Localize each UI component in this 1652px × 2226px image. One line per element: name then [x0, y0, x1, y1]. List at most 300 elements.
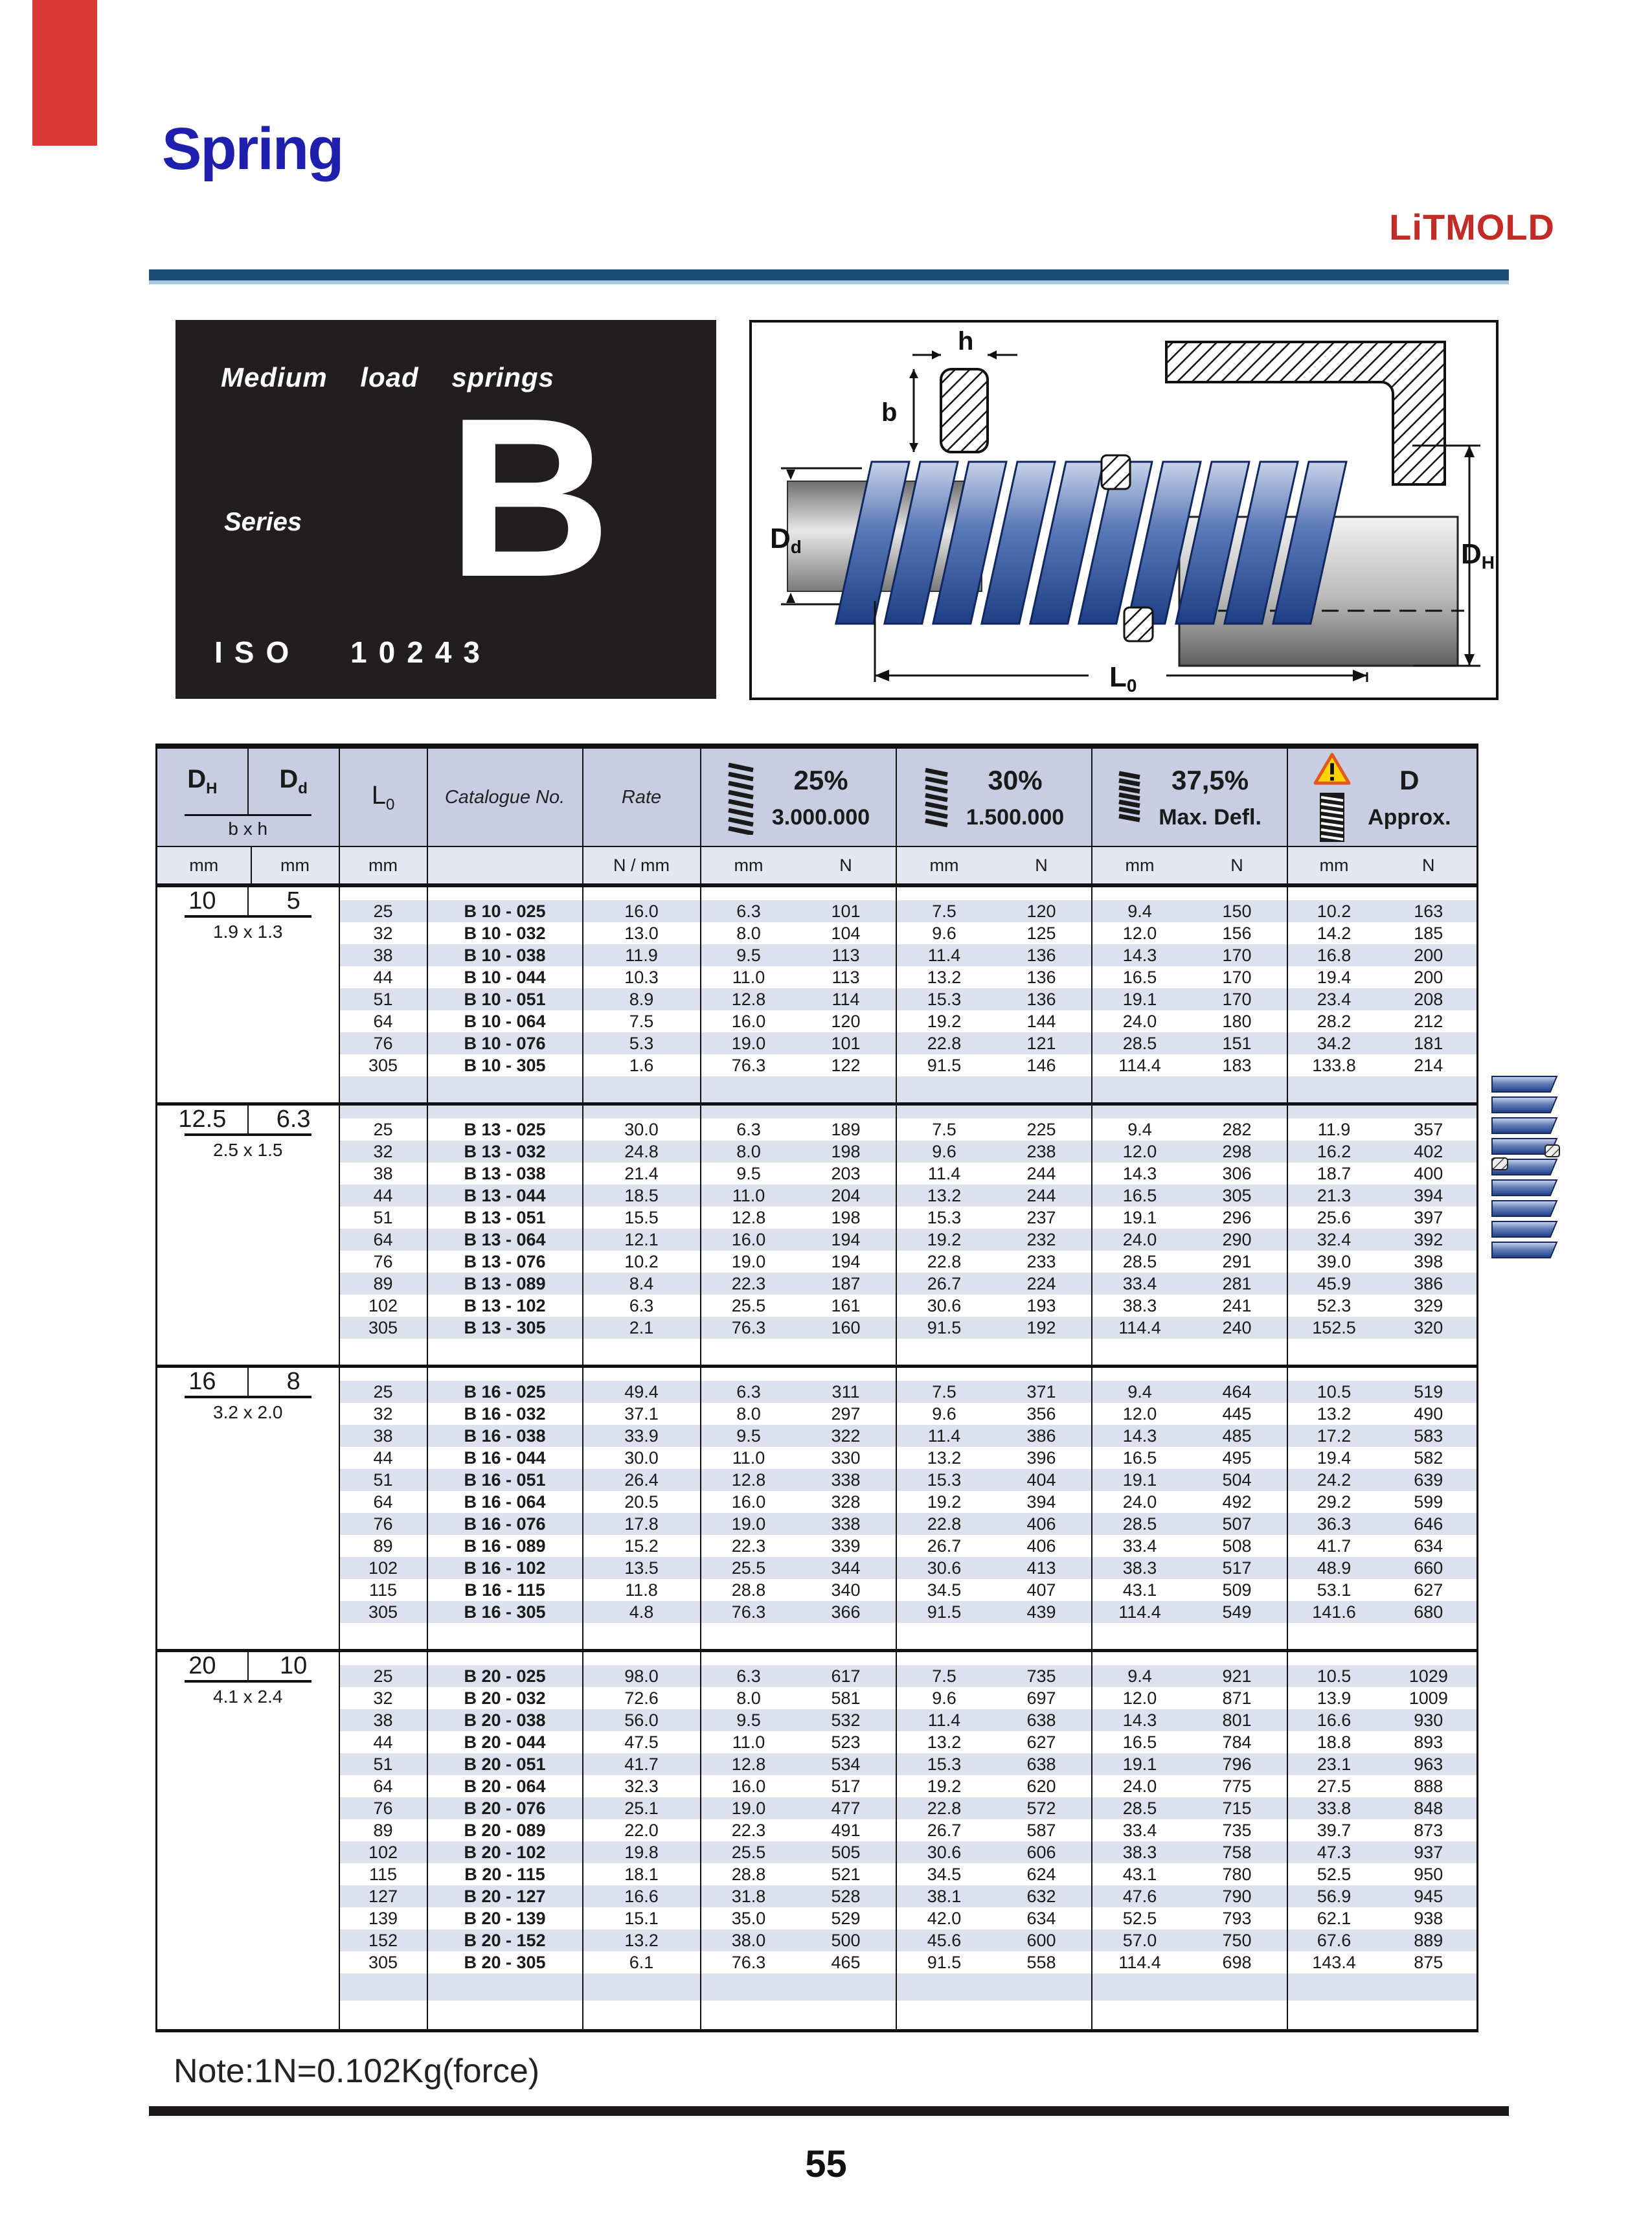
table-cell [1188, 2001, 1287, 2030]
table-cell: 500 [797, 1929, 896, 1951]
table-cell: 21.3 [1287, 1185, 1381, 1207]
table-cell: 208 [1381, 988, 1478, 1010]
table-cell: 1029 [1381, 1665, 1478, 1687]
table-cell: 491 [797, 1819, 896, 1841]
table-cell [583, 1973, 701, 2001]
table-cell: 356 [992, 1403, 1092, 1425]
table-cell: 9.4 [1092, 1381, 1188, 1403]
table-cell: 11.0 [701, 1185, 797, 1207]
table-cell: B 20 - 139 [427, 1907, 583, 1929]
table-cell: 120 [797, 1010, 896, 1032]
table-row [157, 1907, 1478, 1929]
table-cell: 7.5 [583, 1010, 701, 1032]
table-cell: B 20 - 076 [427, 1797, 583, 1819]
table-cell: 12.0 [1092, 1687, 1188, 1709]
table-cell: 22.0 [583, 1819, 701, 1841]
table-cell: 620 [992, 1775, 1092, 1797]
table-cell: 11.9 [583, 944, 701, 966]
table-cell: 43.1 [1092, 1863, 1188, 1885]
table-cell: B 20 - 305 [427, 1951, 583, 1973]
table-cell: 8.9 [583, 988, 701, 1010]
table-cell: 632 [992, 1885, 1092, 1907]
table-cell: 9.5 [701, 1709, 797, 1731]
table-cell: 338 [797, 1469, 896, 1491]
table-row [157, 944, 1478, 966]
table-cell: 19.0 [701, 1797, 797, 1819]
table-cell: 13.9 [1287, 1687, 1381, 1709]
table-cell: 9.4 [1092, 1119, 1188, 1141]
svg-text:L0: L0 [1109, 661, 1137, 696]
group-dimensions-cell [157, 1104, 339, 1366]
table-cell: B 10 - 064 [427, 1010, 583, 1032]
spacer-row [157, 885, 1478, 900]
table-cell: 582 [1381, 1447, 1478, 1469]
table-cell [1092, 1366, 1188, 1381]
table-cell: 200 [1381, 966, 1478, 988]
table-cell: 617 [797, 1665, 896, 1687]
table-row [157, 1425, 1478, 1447]
table-cell: 30.0 [583, 1119, 701, 1141]
table-cell: 532 [797, 1709, 896, 1731]
table-cell: B 16 - 076 [427, 1513, 583, 1535]
table-row [157, 1010, 1478, 1032]
table-row [157, 1709, 1478, 1731]
table-cell: B 13 - 038 [427, 1163, 583, 1185]
table-cell: 581 [797, 1687, 896, 1709]
table-cell: 241 [1188, 1295, 1287, 1317]
table-cell: 6.3 [701, 1119, 797, 1141]
table-cell: 18.5 [583, 1185, 701, 1207]
table-cell: 115 [339, 1579, 427, 1601]
table-cell: 28.8 [701, 1863, 797, 1885]
table-cell: 56.0 [583, 1709, 701, 1731]
table-cell: 888 [1381, 1775, 1478, 1797]
table-cell: 194 [797, 1251, 896, 1273]
table-row [157, 1863, 1478, 1885]
table-cell: 89 [339, 1819, 427, 1841]
series-letter: B [447, 371, 611, 624]
table-cell: 873 [1381, 1819, 1478, 1841]
table-cell: 38 [339, 944, 427, 966]
table-cell: 646 [1381, 1513, 1478, 1535]
table-cell [992, 1339, 1092, 1366]
table-cell: 639 [1381, 1469, 1478, 1491]
table-cell: 76 [339, 1032, 427, 1054]
table-cell: 305 [339, 1951, 427, 1973]
table-cell: 49.4 [583, 1381, 701, 1403]
table-cell: B 16 - 044 [427, 1447, 583, 1469]
table-cell: 634 [992, 1907, 1092, 1929]
bxh-value: 3.2 x 2.0 [185, 1396, 311, 1431]
table-cell: 9.5 [701, 944, 797, 966]
table-cell: 505 [797, 1841, 896, 1863]
table-cell: 237 [992, 1207, 1092, 1229]
table-cell [701, 1623, 797, 1650]
table-cell: 19.2 [896, 1491, 992, 1513]
table-cell: 329 [1381, 1295, 1478, 1317]
wire-section [941, 369, 988, 452]
table-cell: 76 [339, 1797, 427, 1819]
table-cell [1381, 2001, 1478, 2030]
table-cell: 204 [797, 1185, 896, 1207]
table-cell: 13.0 [583, 922, 701, 944]
table-cell: 305 [339, 1317, 427, 1339]
table-cell: 76.3 [701, 1951, 797, 1973]
col-rate-label: Rate [583, 746, 701, 846]
table-cell: 24.8 [583, 1141, 701, 1163]
table-cell: 9.4 [1092, 1665, 1188, 1687]
table-cell [339, 1973, 427, 2001]
table-cell: 214 [1381, 1054, 1478, 1076]
table-cell: 114.4 [1092, 1601, 1188, 1623]
table-cell: 181 [1381, 1032, 1478, 1054]
table-cell: 517 [1188, 1557, 1287, 1579]
table-cell [427, 1973, 583, 2001]
table-cell: 120 [992, 900, 1092, 922]
spacer-row [157, 1366, 1478, 1381]
group-dimensions-cell [157, 885, 339, 1104]
table-row [157, 1731, 1478, 1753]
table-cell: 413 [992, 1557, 1092, 1579]
table-cell: 16.6 [583, 1885, 701, 1907]
table-cell: 394 [992, 1491, 1092, 1513]
table-cell [896, 1339, 992, 1366]
table-cell [896, 1973, 992, 2001]
table-row [157, 1141, 1478, 1163]
table-cell: 15.3 [896, 1207, 992, 1229]
red-corner-mark [32, 0, 97, 146]
table-cell [1092, 1973, 1188, 2001]
table-cell: 42.0 [896, 1907, 992, 1929]
dd-value: 10 [280, 1652, 308, 1679]
table-cell: 394 [1381, 1185, 1478, 1207]
table-cell: 400 [1381, 1163, 1478, 1185]
table-row [157, 1251, 1478, 1273]
table-cell [992, 1650, 1092, 1665]
table-cell: B 13 - 025 [427, 1119, 583, 1141]
table-cell: 871 [1188, 1687, 1287, 1709]
table-cell: 15.1 [583, 1907, 701, 1929]
table-cell: 161 [797, 1295, 896, 1317]
dd-value: 6.3 [276, 1105, 311, 1133]
table-cell: 305 [1188, 1185, 1287, 1207]
table-cell: 18.8 [1287, 1731, 1381, 1753]
table-cell: 698 [1188, 1951, 1287, 1973]
table-cell: 12.8 [701, 1469, 797, 1491]
table-cell: 9.5 [701, 1163, 797, 1185]
table-cell: 793 [1188, 1907, 1287, 1929]
table-cell: 52.3 [1287, 1295, 1381, 1317]
table-cell: 801 [1188, 1709, 1287, 1731]
table-cell [797, 1104, 896, 1119]
table-cell: 146 [992, 1054, 1092, 1076]
table-cell: 8.4 [583, 1273, 701, 1295]
table-cell: 22.8 [896, 1032, 992, 1054]
table-cell: 38.0 [701, 1929, 797, 1951]
size-group-dh-20 [157, 1650, 1478, 2030]
table-cell: 937 [1381, 1841, 1478, 1863]
footer-rule [149, 2106, 1509, 2116]
table-cell: 784 [1188, 1731, 1287, 1753]
table-cell: 114 [797, 988, 896, 1010]
table-cell: 6.3 [583, 1295, 701, 1317]
table-cell: 31.8 [701, 1885, 797, 1907]
table-cell [1381, 885, 1478, 900]
table-cell: 439 [992, 1601, 1092, 1623]
table-cell: 114.4 [1092, 1054, 1188, 1076]
table-cell: 27.5 [1287, 1775, 1381, 1797]
col-l0-label: $L_0$ [339, 746, 427, 846]
table-cell [896, 1623, 992, 1650]
table-cell: 89 [339, 1535, 427, 1557]
table-cell: 24.0 [1092, 1491, 1188, 1513]
table-cell: 38 [339, 1425, 427, 1447]
table-cell: 233 [992, 1251, 1092, 1273]
table-cell: 523 [797, 1731, 896, 1753]
table-cell: 528 [797, 1885, 896, 1907]
table-cell: 19.1 [1092, 1469, 1188, 1491]
table-cell: 509 [1188, 1579, 1287, 1601]
table-cell: 386 [1381, 1273, 1478, 1295]
table-cell: 76.3 [701, 1601, 797, 1623]
table-cell: 38.3 [1092, 1841, 1188, 1863]
table-cell: 72.6 [583, 1687, 701, 1709]
table-cell: 240 [1188, 1317, 1287, 1339]
table-cell: 19.0 [701, 1251, 797, 1273]
table-cell: 91.5 [896, 1951, 992, 1973]
table-cell: B 20 - 032 [427, 1687, 583, 1709]
table-cell: 47.5 [583, 1731, 701, 1753]
table-cell: 19.0 [701, 1032, 797, 1054]
table-cell: 464 [1188, 1381, 1287, 1403]
col-dd-label: $D_d$ [279, 765, 308, 797]
table-row [157, 1535, 1478, 1557]
table-cell: 20.5 [583, 1491, 701, 1513]
table-cell: B 10 - 038 [427, 944, 583, 966]
table-cell: 194 [797, 1229, 896, 1251]
table-cell [427, 1623, 583, 1650]
dh-value: 20 [157, 1652, 249, 1680]
table-cell: 24.2 [1287, 1469, 1381, 1491]
table-cell: 10.2 [1287, 900, 1381, 922]
table-cell: 7.5 [896, 1119, 992, 1141]
table-cell [1287, 885, 1381, 900]
table-cell: 41.7 [1287, 1535, 1381, 1557]
table-cell: 212 [1381, 1010, 1478, 1032]
table-cell [896, 1650, 992, 1665]
table-cell: 19.1 [1092, 988, 1188, 1010]
dd-value: 5 [286, 887, 300, 914]
table-cell: 19.2 [896, 1775, 992, 1797]
table-cell [1381, 1973, 1478, 2001]
size-group-dh-16 [157, 1366, 1478, 1650]
spacer-row [157, 1104, 1478, 1119]
table-cell: 200 [1381, 944, 1478, 966]
table-cell [1092, 1623, 1188, 1650]
table-cell: 26.7 [896, 1535, 992, 1557]
table-cell: 15.3 [896, 988, 992, 1010]
table-row [157, 988, 1478, 1010]
table-cell: B 16 - 038 [427, 1425, 583, 1447]
svg-text:h: h [958, 327, 974, 356]
table-cell: 13.2 [583, 1929, 701, 1951]
table-cell: B 20 - 025 [427, 1665, 583, 1687]
table-cell: 47.6 [1092, 1885, 1188, 1907]
table-cell: 115 [339, 1863, 427, 1885]
table-row [157, 1665, 1478, 1687]
table-cell: 136 [992, 944, 1092, 966]
table-cell: 33.4 [1092, 1535, 1188, 1557]
table-row [157, 1929, 1478, 1951]
table-cell: 796 [1188, 1753, 1287, 1775]
badge-subtitle: Medium load springs [221, 362, 555, 392]
table-cell: 25 [339, 1665, 427, 1687]
table-cell: B 13 - 064 [427, 1229, 583, 1251]
table-row [157, 966, 1478, 988]
table-cell: B 10 - 076 [427, 1032, 583, 1054]
table-cell: 11.0 [701, 966, 797, 988]
table-cell: 53.1 [1287, 1579, 1381, 1601]
table-cell: 790 [1188, 1885, 1287, 1907]
table-cell: 638 [992, 1753, 1092, 1775]
force-note: Note:1N=0.102Kg(force) [174, 2052, 540, 2090]
table-cell: 30.6 [896, 1841, 992, 1863]
table-cell [1287, 1104, 1381, 1119]
table-cell [701, 1076, 797, 1104]
table-cell: 113 [797, 966, 896, 988]
table-row [157, 900, 1478, 922]
table-cell [896, 2001, 992, 2030]
table-cell: 34.5 [896, 1863, 992, 1885]
table-cell: 36.3 [1287, 1513, 1381, 1535]
table-row [157, 1295, 1478, 1317]
table-cell: 477 [797, 1797, 896, 1819]
table-row [157, 1185, 1478, 1207]
table-cell: 44 [339, 966, 427, 988]
size-group-dh-10 [157, 885, 1478, 1104]
table-cell: 11.8 [583, 1579, 701, 1601]
table-cell: B 20 - 127 [427, 1885, 583, 1907]
table-cell: 23.4 [1287, 988, 1381, 1010]
table-cell: 624 [992, 1863, 1092, 1885]
table-cell [1287, 1339, 1381, 1366]
table-cell: B 13 - 076 [427, 1251, 583, 1273]
table-cell: 38.3 [1092, 1295, 1188, 1317]
table-cell: 143.4 [1287, 1951, 1381, 1973]
table-cell: 51 [339, 1753, 427, 1775]
table-cell: 76.3 [701, 1054, 797, 1076]
table-cell: 306 [1188, 1163, 1287, 1185]
table-cell: 320 [1381, 1317, 1478, 1339]
table-cell [583, 1623, 701, 1650]
table-cell [427, 1104, 583, 1119]
group-bottom-row [157, 1339, 1478, 1366]
table-cell: 136 [992, 988, 1092, 1010]
table-cell: 465 [797, 1951, 896, 1973]
table-cell: 18.1 [583, 1863, 701, 1885]
table-cell: 25.5 [701, 1841, 797, 1863]
col-25pct-header: 25% 3.000.000 [701, 746, 896, 846]
table-cell: B 13 - 044 [427, 1185, 583, 1207]
table-cell: B 13 - 032 [427, 1141, 583, 1163]
table-cell: 22.3 [701, 1273, 797, 1295]
blue-spring-photo [1489, 1062, 1565, 1271]
table-cell [701, 1104, 797, 1119]
table-cell: 22.8 [896, 1251, 992, 1273]
table-cell: 32 [339, 922, 427, 944]
table-cell: 322 [797, 1425, 896, 1447]
group-bottom-row [157, 1076, 1478, 1104]
table-cell [583, 2001, 701, 2030]
table-cell: 33.8 [1287, 1797, 1381, 1819]
table-cell: 51 [339, 1207, 427, 1229]
table-cell [339, 1339, 427, 1366]
table-cell: 549 [1188, 1601, 1287, 1623]
table-cell: 638 [992, 1709, 1092, 1731]
table-cell: 735 [1188, 1819, 1287, 1841]
table-cell [797, 1339, 896, 1366]
table-cell: 339 [797, 1535, 896, 1557]
table-cell: 22.8 [896, 1797, 992, 1819]
table-cell: 17.8 [583, 1513, 701, 1535]
table-row [157, 1951, 1478, 1973]
table-cell: 101 [797, 1032, 896, 1054]
table-cell: B 20 - 038 [427, 1709, 583, 1731]
table-cell: 101 [797, 900, 896, 922]
table-cell: 14.3 [1092, 1425, 1188, 1447]
table-cell: 735 [992, 1665, 1092, 1687]
table-cell: 244 [992, 1163, 1092, 1185]
table-header [157, 746, 1478, 885]
table-cell: 51 [339, 1469, 427, 1491]
table-cell: 198 [797, 1141, 896, 1163]
table-cell: 507 [1188, 1513, 1287, 1535]
table-cell [896, 1076, 992, 1104]
table-cell: 160 [797, 1317, 896, 1339]
table-cell: 180 [1188, 1010, 1287, 1032]
table-cell: 330 [797, 1447, 896, 1469]
table-cell: 371 [992, 1381, 1092, 1403]
table-cell [583, 1339, 701, 1366]
table-cell: 715 [1188, 1797, 1287, 1819]
table-cell: 64 [339, 1229, 427, 1251]
table-cell: 12.8 [701, 1753, 797, 1775]
table-cell [1287, 1623, 1381, 1650]
table-cell: 1009 [1381, 1687, 1478, 1709]
table-cell: 25 [339, 900, 427, 922]
table-cell: 16.5 [1092, 1447, 1188, 1469]
table-cell: B 10 - 032 [427, 922, 583, 944]
table-cell [797, 1366, 896, 1381]
table-cell: 10.5 [1287, 1665, 1381, 1687]
table-cell: B 16 - 102 [427, 1557, 583, 1579]
table-cell: 587 [992, 1819, 1092, 1841]
table-cell: 141.6 [1287, 1601, 1381, 1623]
dh-value: 12.5 [157, 1106, 249, 1133]
table-cell: 13.2 [1287, 1403, 1381, 1425]
table-cell: 32 [339, 1687, 427, 1709]
table-cell: 104 [797, 922, 896, 944]
table-row [157, 1317, 1478, 1339]
table-cell: 26.7 [896, 1819, 992, 1841]
table-cell: B 16 - 115 [427, 1579, 583, 1601]
table-cell: 921 [1188, 1665, 1287, 1687]
table-cell: 583 [1381, 1425, 1478, 1447]
table-cell [1092, 1650, 1188, 1665]
group-dimensions-cell [157, 1366, 339, 1650]
table-cell: 534 [797, 1753, 896, 1775]
warning-triangle-icon [1313, 752, 1351, 787]
